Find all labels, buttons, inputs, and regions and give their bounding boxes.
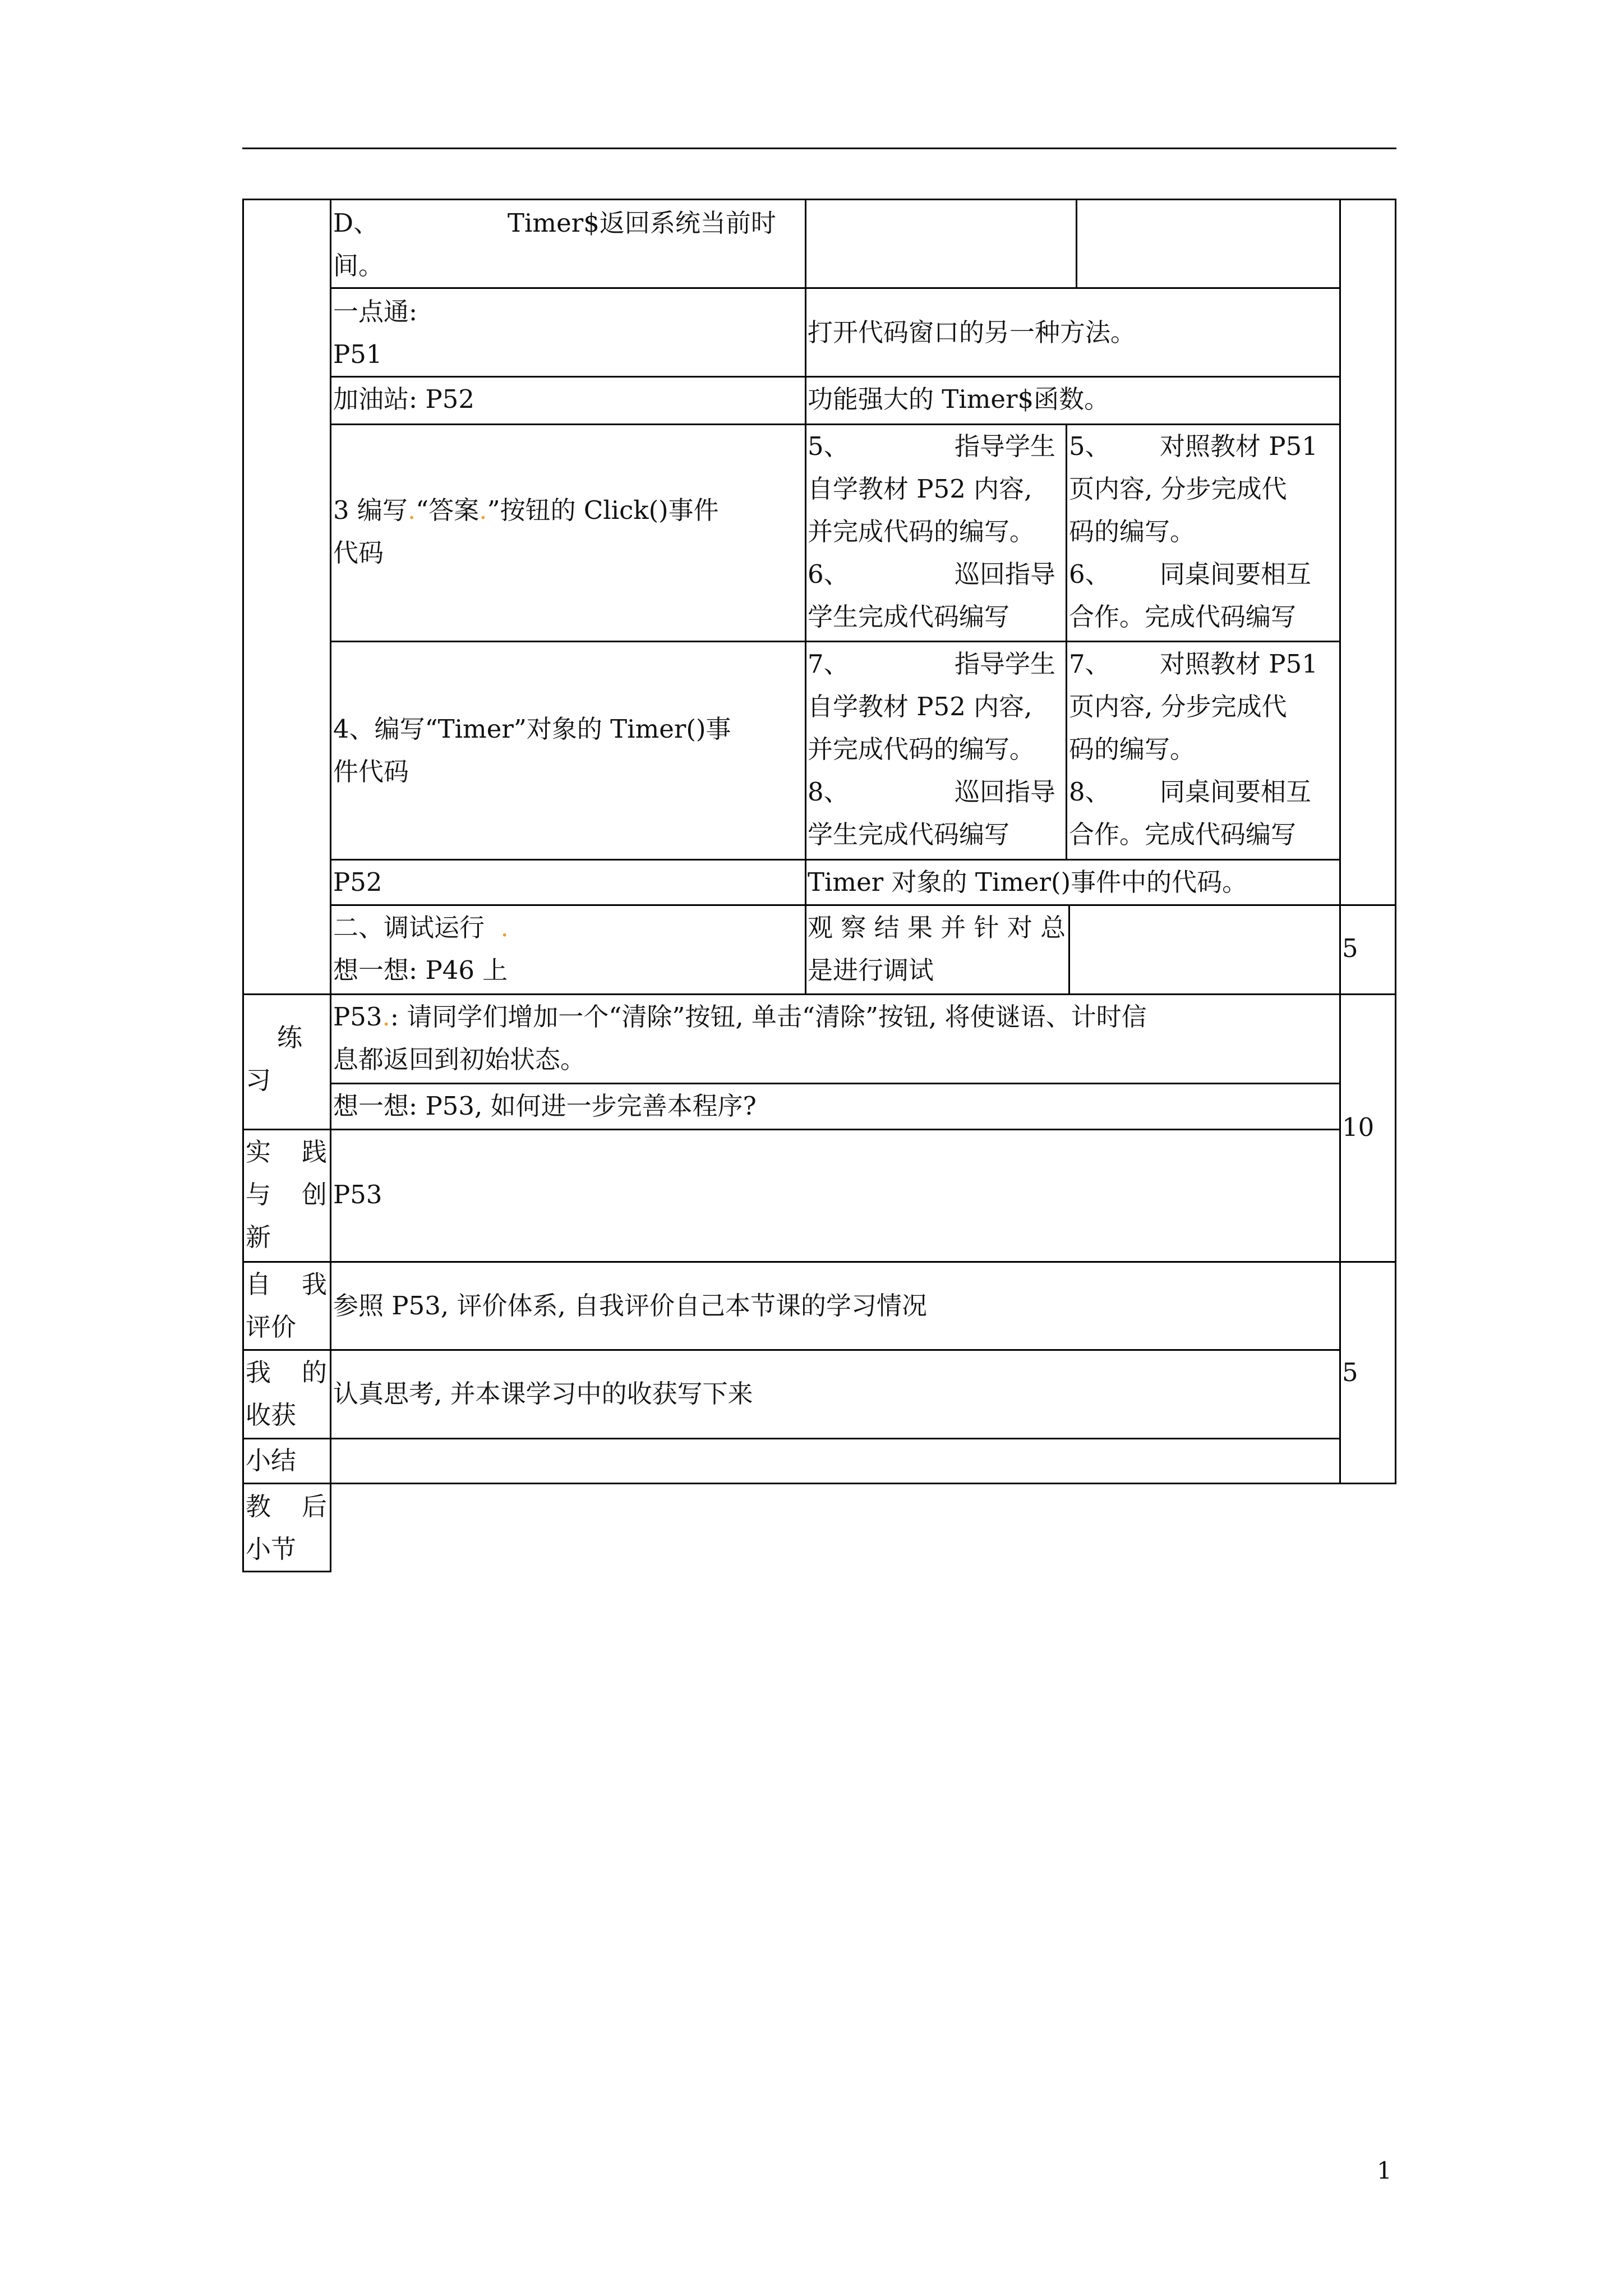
r8-label-1: 练 xyxy=(277,1023,303,1052)
r6-content: Timer 对象的 Timer()事件中的代码。 xyxy=(808,867,1248,897)
r2-content: 打开代码窗口的另一种方法。 xyxy=(808,318,1136,347)
r1-option-d: D、 xyxy=(333,208,379,238)
r7-think: 想一想: P46 上 xyxy=(333,955,508,985)
r2-label: 一点通: xyxy=(333,297,418,326)
r8-time: 10 xyxy=(1342,1112,1375,1142)
r5-task: 4、编写“Timer”对象的 Timer()事 xyxy=(333,714,731,744)
r7-debug: 二、调试运行 . xyxy=(333,913,509,942)
r11-content: 参照 P53, 评价体系, 自我评价自己本节课的学习情况 xyxy=(333,1291,928,1320)
r4-task: 3 编写.“答案.”按钮的 Click()事件 xyxy=(333,495,719,525)
r13-label: 小结 xyxy=(246,1446,297,1475)
header-rule xyxy=(242,148,1396,149)
r7-time: 5 xyxy=(1342,933,1358,963)
r7-teacher-cont: 是进行调试 xyxy=(808,955,934,985)
r1-timer-text: Timer$返回系统当前时 xyxy=(508,208,776,238)
r4-task-cont: 代码 xyxy=(333,538,384,568)
r8-label-2: 习 xyxy=(246,1065,271,1095)
r9-think: 想一想: P53, 如何进一步完善本程序? xyxy=(333,1091,757,1121)
r6-label: P52 xyxy=(333,867,382,897)
r11-time: 5 xyxy=(1342,1358,1358,1387)
r3-label: 加油站: P52 xyxy=(333,384,475,414)
r5-task-cont: 件代码 xyxy=(333,757,409,786)
r2-page: P51 xyxy=(333,339,382,369)
r3-content: 功能强大的 Timer$函数。 xyxy=(808,384,1110,414)
r1-timer-text-cont: 间。 xyxy=(333,251,384,280)
r8-text-cont: 息都返回到初始状态。 xyxy=(333,1045,586,1074)
r12-content: 认真思考, 并本课学习中的收获写下来 xyxy=(333,1379,753,1409)
r7-teacher: 观 察 结 果 并 针 对 总 xyxy=(808,913,1066,942)
page-number: 1 xyxy=(1377,2157,1392,2184)
r8-text: P53.: 请同学们增加一个“清除”按钮, 单击“清除”按钮, 将使谜语、计时信 xyxy=(333,1002,1147,1032)
r10-content: P53 xyxy=(333,1180,382,1209)
